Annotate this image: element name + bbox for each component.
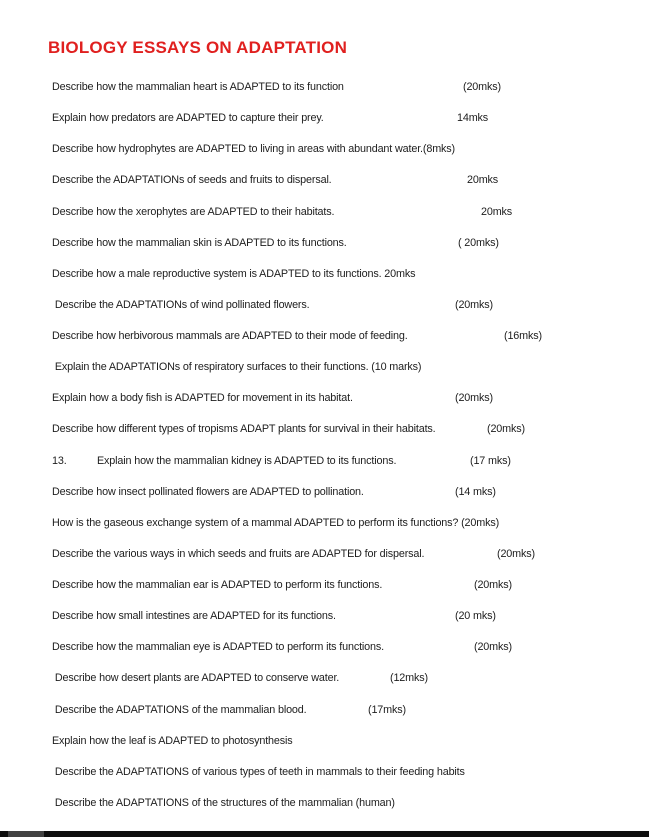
question-text: Describe the ADAPTATIONs of seeds and fruits to dispersal. bbox=[52, 174, 332, 186]
essay-question-row bbox=[52, 515, 649, 531]
essay-question-row bbox=[52, 608, 649, 624]
question-marks: 14mks bbox=[457, 112, 489, 124]
essay-question-row bbox=[52, 733, 649, 749]
question-marks: (12mks) bbox=[390, 672, 428, 684]
essay-question-row bbox=[52, 204, 649, 220]
question-text: Describe how the mammalian skin is ADAPTED to its functions. bbox=[52, 237, 347, 249]
question-marks: (20mks) bbox=[455, 392, 493, 404]
question-text: Explain how the leaf is ADAPTED to photosynthesis bbox=[52, 735, 293, 747]
question-marks: (20mks) bbox=[455, 299, 493, 311]
question-text: Describe how a male reproductive system is ADAPTED to its functions. 20mks bbox=[52, 268, 416, 280]
essay-question-row bbox=[52, 764, 649, 780]
question-text: Describe how desert plants are ADAPTED to conserve water. bbox=[52, 672, 340, 684]
horizontal-scrollbar-thumb[interactable] bbox=[8, 831, 44, 837]
page-title: BIOLOGY ESSAYS ON ADAPTATION bbox=[48, 38, 348, 57]
question-text: Describe how small intestines are ADAPTED for its functions. bbox=[52, 610, 336, 622]
question-marks: 20mks bbox=[481, 206, 513, 218]
question-marks: (20mks) bbox=[497, 548, 535, 560]
essay-question-row bbox=[52, 235, 649, 251]
question-list bbox=[52, 79, 649, 819]
question-marks: (20mks) bbox=[474, 641, 512, 653]
essay-question-row bbox=[52, 297, 649, 313]
question-text: Explain how predators are ADAPTED to capture their prey. bbox=[52, 112, 324, 124]
question-marks: ( 20mks) bbox=[458, 237, 499, 249]
question-text: Describe how herbivorous mammals are ADAPTED to their mode of feeding. bbox=[52, 330, 408, 342]
essay-question-row bbox=[52, 453, 649, 469]
horizontal-scrollbar-track[interactable] bbox=[0, 831, 649, 837]
question-text: Explain how the mammalian kidney is ADAPTED to its functions. bbox=[97, 455, 397, 467]
question-marks: (20 mks) bbox=[455, 610, 496, 622]
essay-question-row bbox=[52, 79, 649, 95]
question-text: Describe the various ways in which seeds and fruits are ADAPTED for dispersal. bbox=[52, 548, 425, 560]
question-text: Describe how hydrophytes are ADAPTED to living in areas with abundant water.(8mks) bbox=[52, 143, 455, 155]
question-number: 13. bbox=[52, 455, 67, 467]
essay-question-row bbox=[52, 795, 649, 811]
question-text: Describe how different types of tropisms ADAPT plants for survival in their habitats. bbox=[52, 423, 436, 435]
essay-question-row bbox=[52, 328, 649, 344]
question-text: Describe how the mammalian eye is ADAPTED to perform its functions. bbox=[52, 641, 384, 653]
question-marks: (17 mks) bbox=[470, 455, 511, 467]
essay-question-row bbox=[52, 670, 649, 686]
question-text: Describe the ADAPTATIONS of the mammalian blood. bbox=[52, 704, 307, 716]
essay-question-row bbox=[52, 266, 649, 282]
question-text: Describe how the mammalian ear is ADAPTED to perform its functions. bbox=[52, 579, 383, 591]
question-marks: (16mks) bbox=[504, 330, 542, 342]
essay-question-row bbox=[52, 577, 649, 593]
question-text: Describe the ADAPTATIONs of wind pollinated flowers. bbox=[52, 299, 310, 311]
question-marks: (20mks) bbox=[463, 81, 501, 93]
question-text: How is the gaseous exchange system of a mammal ADAPTED to perform its functions? (20mks) bbox=[52, 517, 500, 529]
question-text: Describe how insect pollinated flowers are ADAPTED to pollination. bbox=[52, 486, 364, 498]
essay-question-row bbox=[52, 639, 649, 655]
question-text: Describe how the mammalian heart is ADAPTED to its function bbox=[52, 81, 344, 93]
essay-question-row bbox=[52, 421, 649, 437]
question-text: Describe the ADAPTATIONS of the structures of the mammalian (human) bbox=[52, 797, 395, 809]
question-text: Describe the ADAPTATIONS of various types of teeth in mammals to their feeding habits bbox=[52, 766, 465, 778]
essay-question-row bbox=[52, 110, 649, 126]
question-marks: (14 mks) bbox=[455, 486, 496, 498]
question-marks: (20mks) bbox=[487, 423, 525, 435]
essay-question-row bbox=[52, 141, 649, 157]
question-text: Describe how the xerophytes are ADAPTED to their habitats. bbox=[52, 206, 335, 218]
question-marks: (20mks) bbox=[474, 579, 512, 591]
question-text: Explain the ADAPTATIONs of respiratory surfaces to their functions. (10 marks) bbox=[52, 361, 422, 373]
essay-question-row bbox=[52, 172, 649, 188]
essay-question-row bbox=[52, 359, 649, 375]
question-marks: 20mks bbox=[467, 174, 499, 186]
essay-question-row bbox=[52, 390, 649, 406]
question-text: Explain how a body fish is ADAPTED for movement in its habitat. bbox=[52, 392, 353, 404]
question-marks: (17mks) bbox=[368, 704, 406, 716]
essay-question-row bbox=[52, 702, 649, 718]
essay-question-row bbox=[52, 484, 649, 500]
essay-question-row bbox=[52, 546, 649, 562]
